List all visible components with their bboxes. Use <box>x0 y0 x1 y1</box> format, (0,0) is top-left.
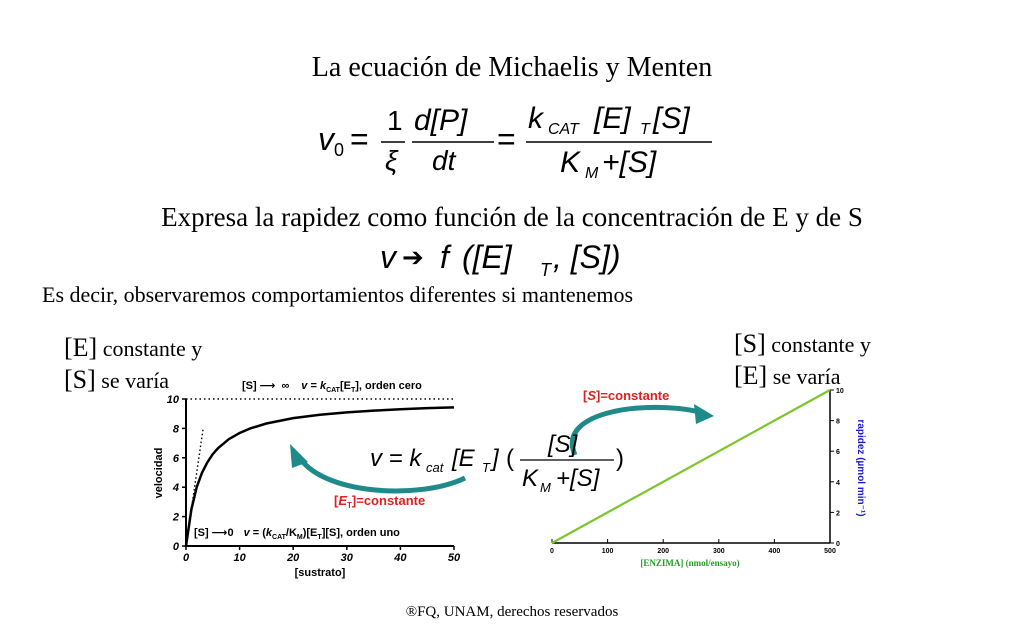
x-tick-label: 30 <box>340 552 353 564</box>
s-constante-label: [S]=constante <box>583 388 670 403</box>
x-tick-label: 10 <box>233 552 246 564</box>
y-tick-label: 8 <box>172 423 179 436</box>
x-tick-label: 100 <box>601 548 614 555</box>
y-tick-label: 4 <box>172 482 179 495</box>
svg-text:=: = <box>350 121 369 157</box>
x-tick-label: 50 <box>447 552 461 564</box>
eq-v0-sub: 0 <box>334 140 345 160</box>
et-constante-label: $[E_T]=constante$ <box>334 493 426 510</box>
x-tick-label: 200 <box>657 548 670 555</box>
y-tick-label: 8 <box>836 418 840 426</box>
func-T-sub: T <box>540 260 551 280</box>
svg-text:=: = <box>497 121 516 157</box>
chart1-ylabel: velocidad <box>153 447 165 499</box>
x-tick-label: 400 <box>768 548 781 555</box>
y-tick-label: 0 <box>172 541 179 553</box>
func-args: ([E] <box>462 239 512 275</box>
svg-text:[S]: [S] <box>548 431 578 458</box>
y-tick-label: 2 <box>172 511 179 524</box>
eq-plusS: +[S] <box>602 146 657 179</box>
chart2-xlabel: [ENZIMA] (nmol/ensayo) <box>640 558 740 568</box>
eq-KM: K <box>560 146 581 179</box>
copyright: ®FQ, UNAM, derechos reservados <box>405 604 619 620</box>
subtitle: Expresa la rapidez como función de la concentración de E y de S <box>161 202 863 232</box>
eq-dP: d[P] <box>414 104 468 137</box>
x-tick-label: 0 <box>182 552 190 564</box>
eq-M-sub: M <box>585 165 599 182</box>
x-tick-label: 300 <box>712 548 725 555</box>
svg-text:M: M <box>540 480 551 495</box>
x-tick-label: 500 <box>824 548 836 555</box>
chart1-xlabel: [sustrato] <box>294 567 346 579</box>
svg-text:): ) <box>616 445 624 472</box>
left-condition-label: [E] constante y [S] se varía <box>64 333 203 394</box>
x-tick-label: 0 <box>550 548 554 555</box>
func-f: f <box>440 239 449 275</box>
eq-v0: v <box>318 121 334 157</box>
es-decir-text: Es decir, observaremos comportamientos diferentes si mantenemos <box>42 282 634 307</box>
y-tick-label: 10 <box>166 394 179 406</box>
y-tick-label: 2 <box>836 510 840 518</box>
svg-text:K: K <box>522 465 539 492</box>
eq-T-sub: T <box>640 121 650 138</box>
eq-S: [S] <box>653 102 690 135</box>
eq-kcat: k <box>528 102 543 135</box>
func-args2: , [S]) <box>553 239 621 275</box>
y-tick-label: 0 <box>836 541 840 548</box>
right-arrow <box>572 407 700 455</box>
right-arrow-head <box>694 404 714 424</box>
x-tick-label: 20 <box>287 552 300 564</box>
svg-text:]: ] <box>492 445 499 472</box>
svg-text:cat: cat <box>426 460 444 475</box>
eq-kcat-sub: CAT <box>548 121 579 138</box>
svg-text:T: T <box>482 460 490 475</box>
annotation-top: [S] ⟶ ∞ $v = k_{CAT}[E_T]$, orden cero <box>242 380 422 394</box>
eq-xi: ξ <box>385 145 398 176</box>
eq-dt: dt <box>432 145 456 176</box>
eq-one: 1 <box>387 105 403 136</box>
right-condition-label: [S] constante y [E] se varía <box>734 329 871 390</box>
y-tick-label: 4 <box>836 479 840 487</box>
eq-E: [E] <box>594 102 631 135</box>
svg-text:+[S]: +[S] <box>556 465 600 492</box>
slide-title: La ecuación de Michaelis y Menten <box>311 52 713 83</box>
middle-equation <box>370 431 624 495</box>
y-tick-label: 10 <box>836 388 844 395</box>
svg-text:[E: [E <box>452 445 475 472</box>
svg-text:➔: ➔ <box>402 242 424 272</box>
svg-text:(: ( <box>506 445 514 472</box>
svg-text:v = k: v = k <box>370 445 422 472</box>
annotation-bottom: [S] ⟶0 $v = (k_{CAT}/K_M)[E_T][S]$, orden uno <box>194 527 400 541</box>
chart2-ylabel: rapidez (µmol min⁻¹) <box>855 419 866 517</box>
x-tick-label: 40 <box>394 552 407 564</box>
y-tick-label: 6 <box>836 449 840 457</box>
y-tick-label: 6 <box>172 452 179 465</box>
func-v: v <box>380 239 396 275</box>
